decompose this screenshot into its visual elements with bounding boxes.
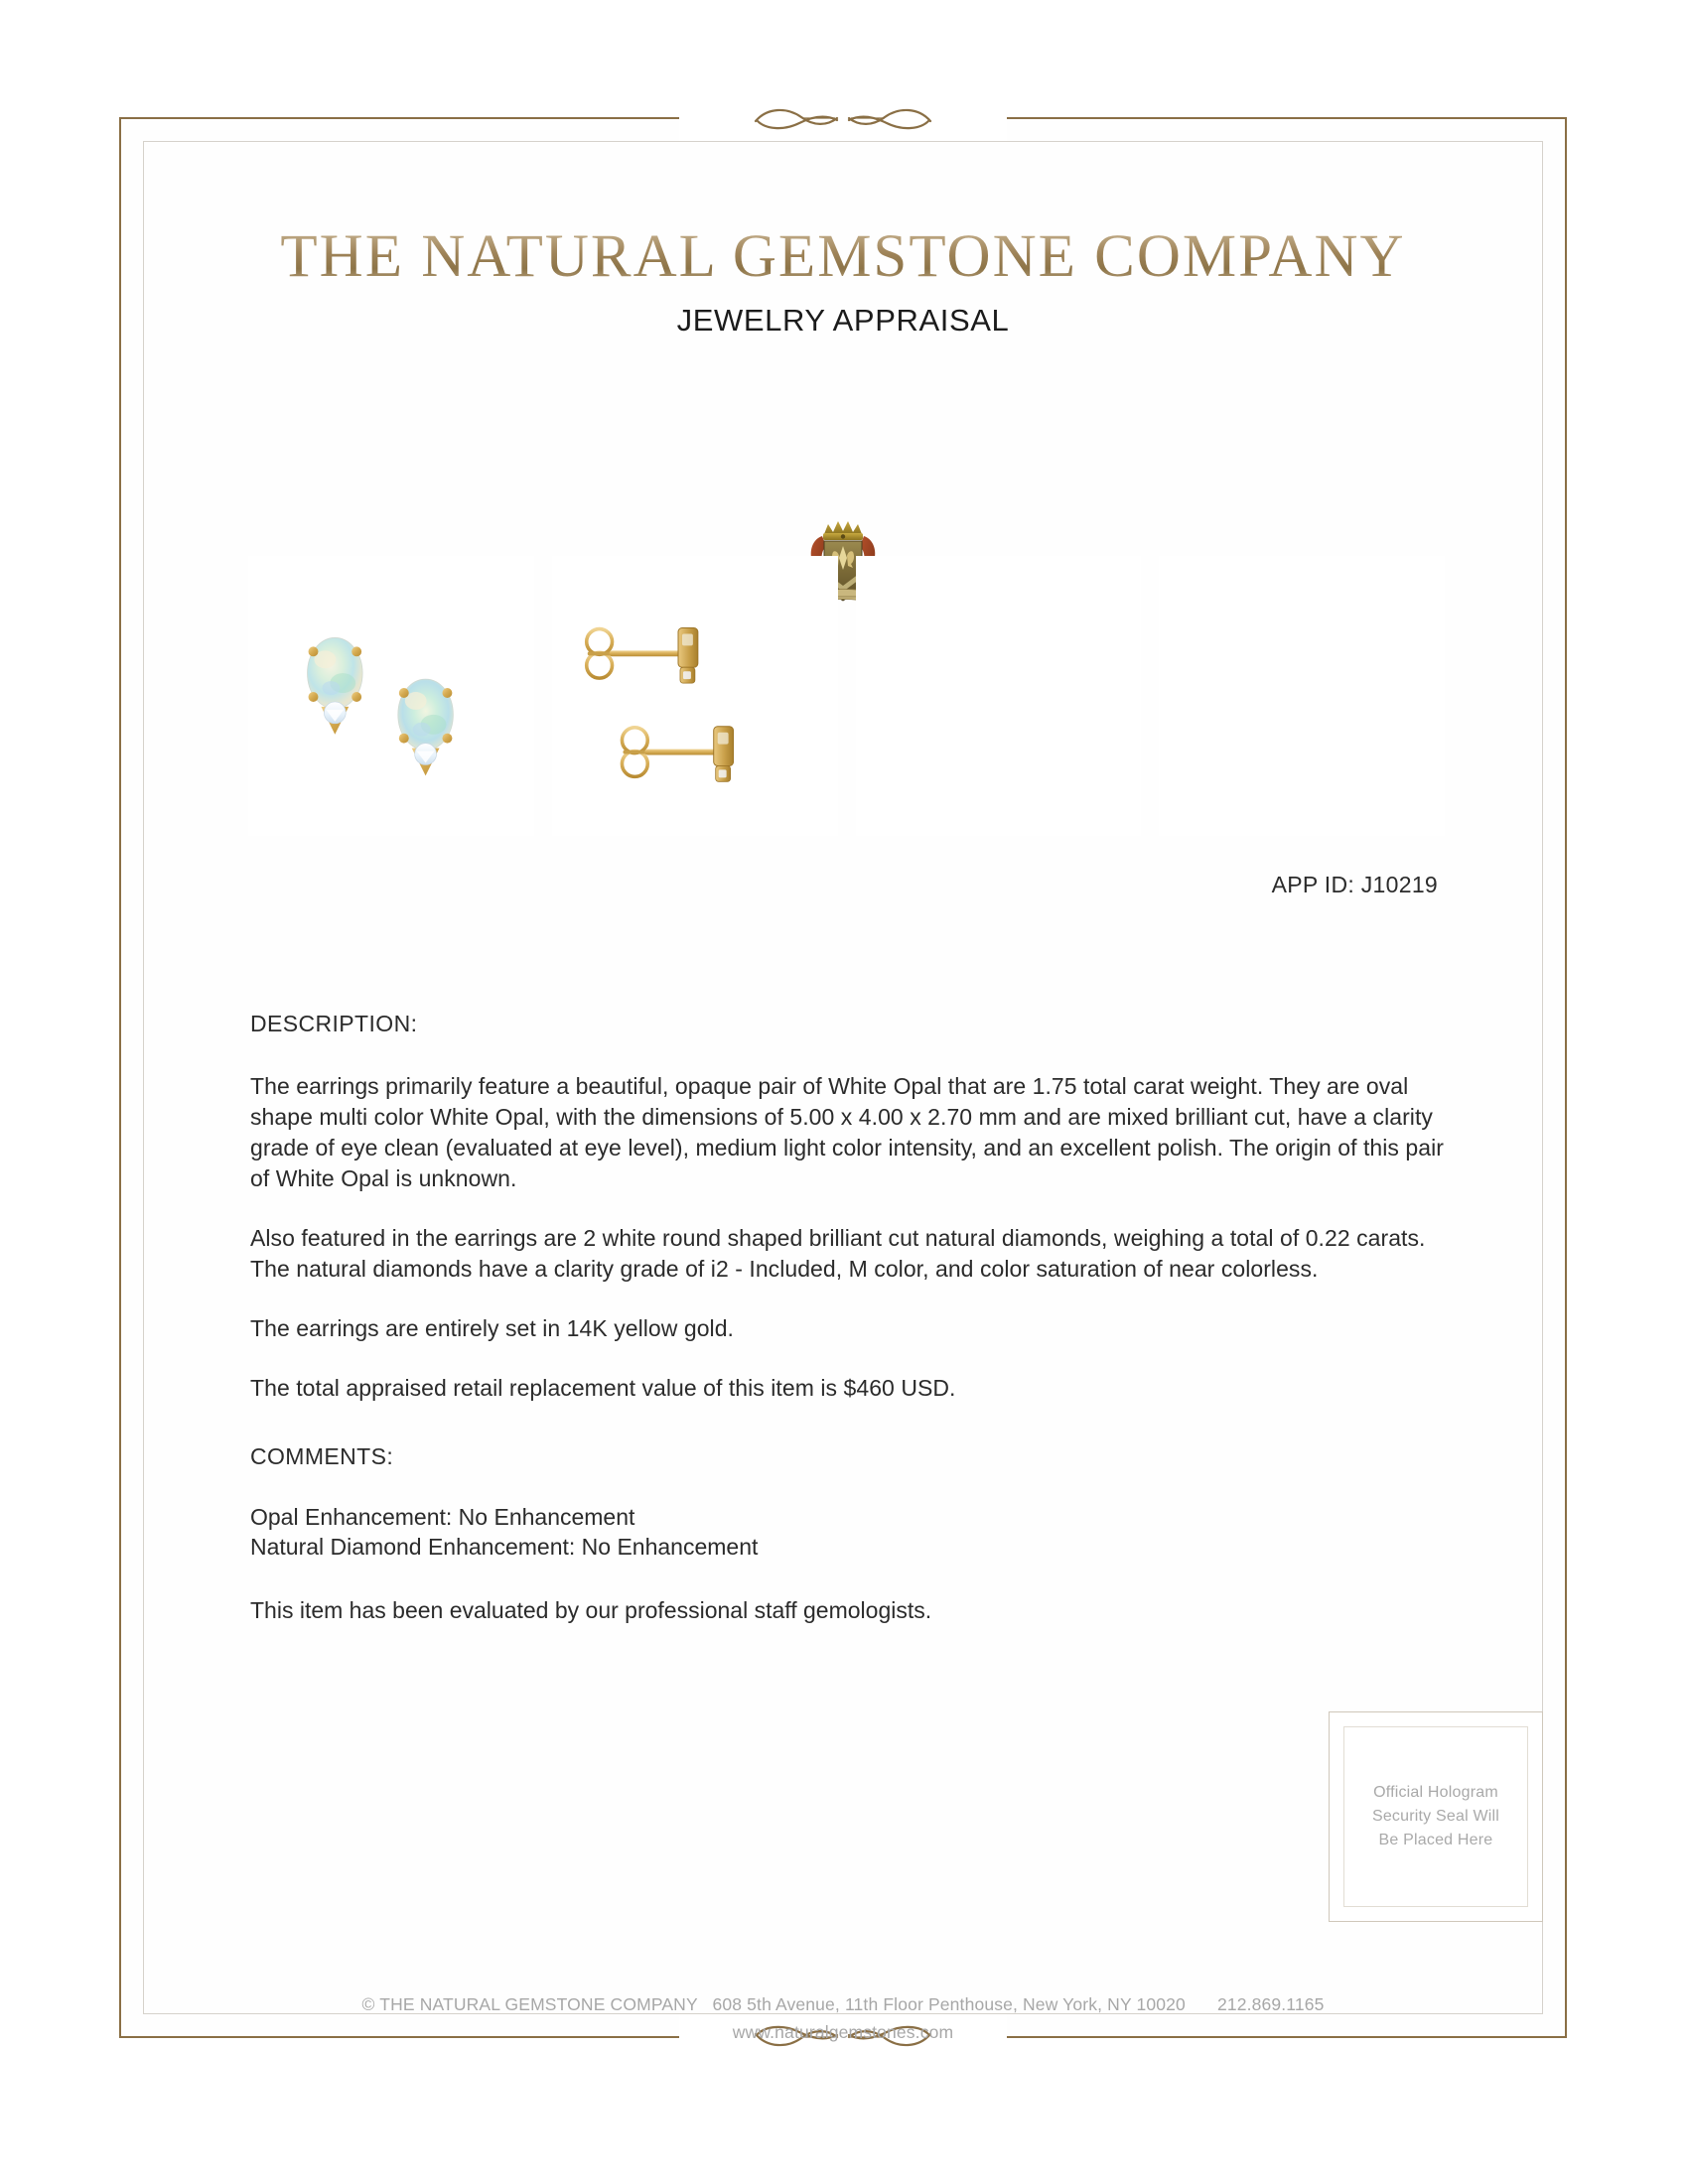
document-header	[121, 223, 1565, 339]
footer-company: © THE NATURAL GEMSTONE COMPANY	[361, 1994, 698, 2014]
hologram-seal-inner	[1343, 1726, 1528, 1907]
evaluation-note: This item has been evaluated by our professional staff gemologists.	[250, 1597, 932, 1623]
description-paragraph-4: The total appraised retail replacement value of this item is $460 USD.	[250, 1375, 956, 1401]
description-paragraph-2: Also featured in the earrings are 2 white round shaped brilliant cut natural diamonds, weighing a total of 0.22 carats. The natural diamonds have a clarity grade of i2 - Included, M color, and color saturation of near colorless.	[250, 1225, 1426, 1282]
comments-label: COMMENTS:	[250, 1443, 394, 1469]
description-paragraph-3: The earrings are entirely set in 14K yellow gold.	[250, 1315, 734, 1341]
seal-line-3: Be Placed Here	[1378, 1832, 1493, 1848]
opal-earrings-side-image	[552, 556, 838, 836]
photo-panel-empty-2	[1159, 556, 1445, 836]
photo-strip	[248, 556, 1445, 836]
document-subtitle: JEWELRY APPRAISAL	[676, 303, 1010, 338]
appraisal-body	[250, 1011, 1452, 1624]
footer-phone: 212.869.1165	[1216, 1994, 1325, 2014]
photo-panel-front	[248, 556, 534, 836]
description-label: DESCRIPTION:	[250, 1011, 418, 1036]
footer-website: www.naturalgemstones.com	[732, 2022, 954, 2042]
footer-address: 608 5th Avenue, 11th Floor Penthouse, New York, NY 10020	[712, 1994, 1186, 2014]
app-id: APP ID: J10219	[1271, 872, 1438, 897]
hologram-seal-text	[1372, 1781, 1499, 1852]
photo-panel-empty-1	[856, 556, 1142, 836]
section-spacer	[250, 1404, 1452, 1443]
comment-line-diamond: Natural Diamond Enhancement: No Enhancement	[250, 1534, 759, 1560]
seal-line-2: Security Seal Will	[1371, 1808, 1500, 1825]
opal-earrings-front-image	[248, 556, 534, 836]
description-paragraph-1: The earrings primarily feature a beautiful, opaque pair of White Opal that are 1.75 total carat weight. They are oval shape multi color White Opal, with the dimensions of 5.00 x 4.00 x 2.70 mm and are mixed brilliant cut, have a clarity grade of eye clean (evaluated at eye level), medium light color intensity, and an excellent polish. The origin of this pair of White Opal is unknown.	[250, 1073, 1444, 1191]
hologram-seal-box	[1329, 1711, 1543, 1922]
document-footer	[121, 1990, 1565, 2046]
seal-line-1: Official Hologram	[1373, 1784, 1498, 1801]
comment-line-opal: Opal Enhancement: No Enhancement	[250, 1504, 635, 1530]
photo-panel-side	[552, 556, 838, 836]
appraisal-certificate-page	[119, 117, 1567, 2042]
flourish-icon	[744, 101, 942, 135]
footer-line-1	[121, 1990, 1565, 2018]
company-name: THE NATURAL GEMSTONE COMPANY	[121, 226, 1565, 287]
top-ornament	[679, 95, 1007, 141]
